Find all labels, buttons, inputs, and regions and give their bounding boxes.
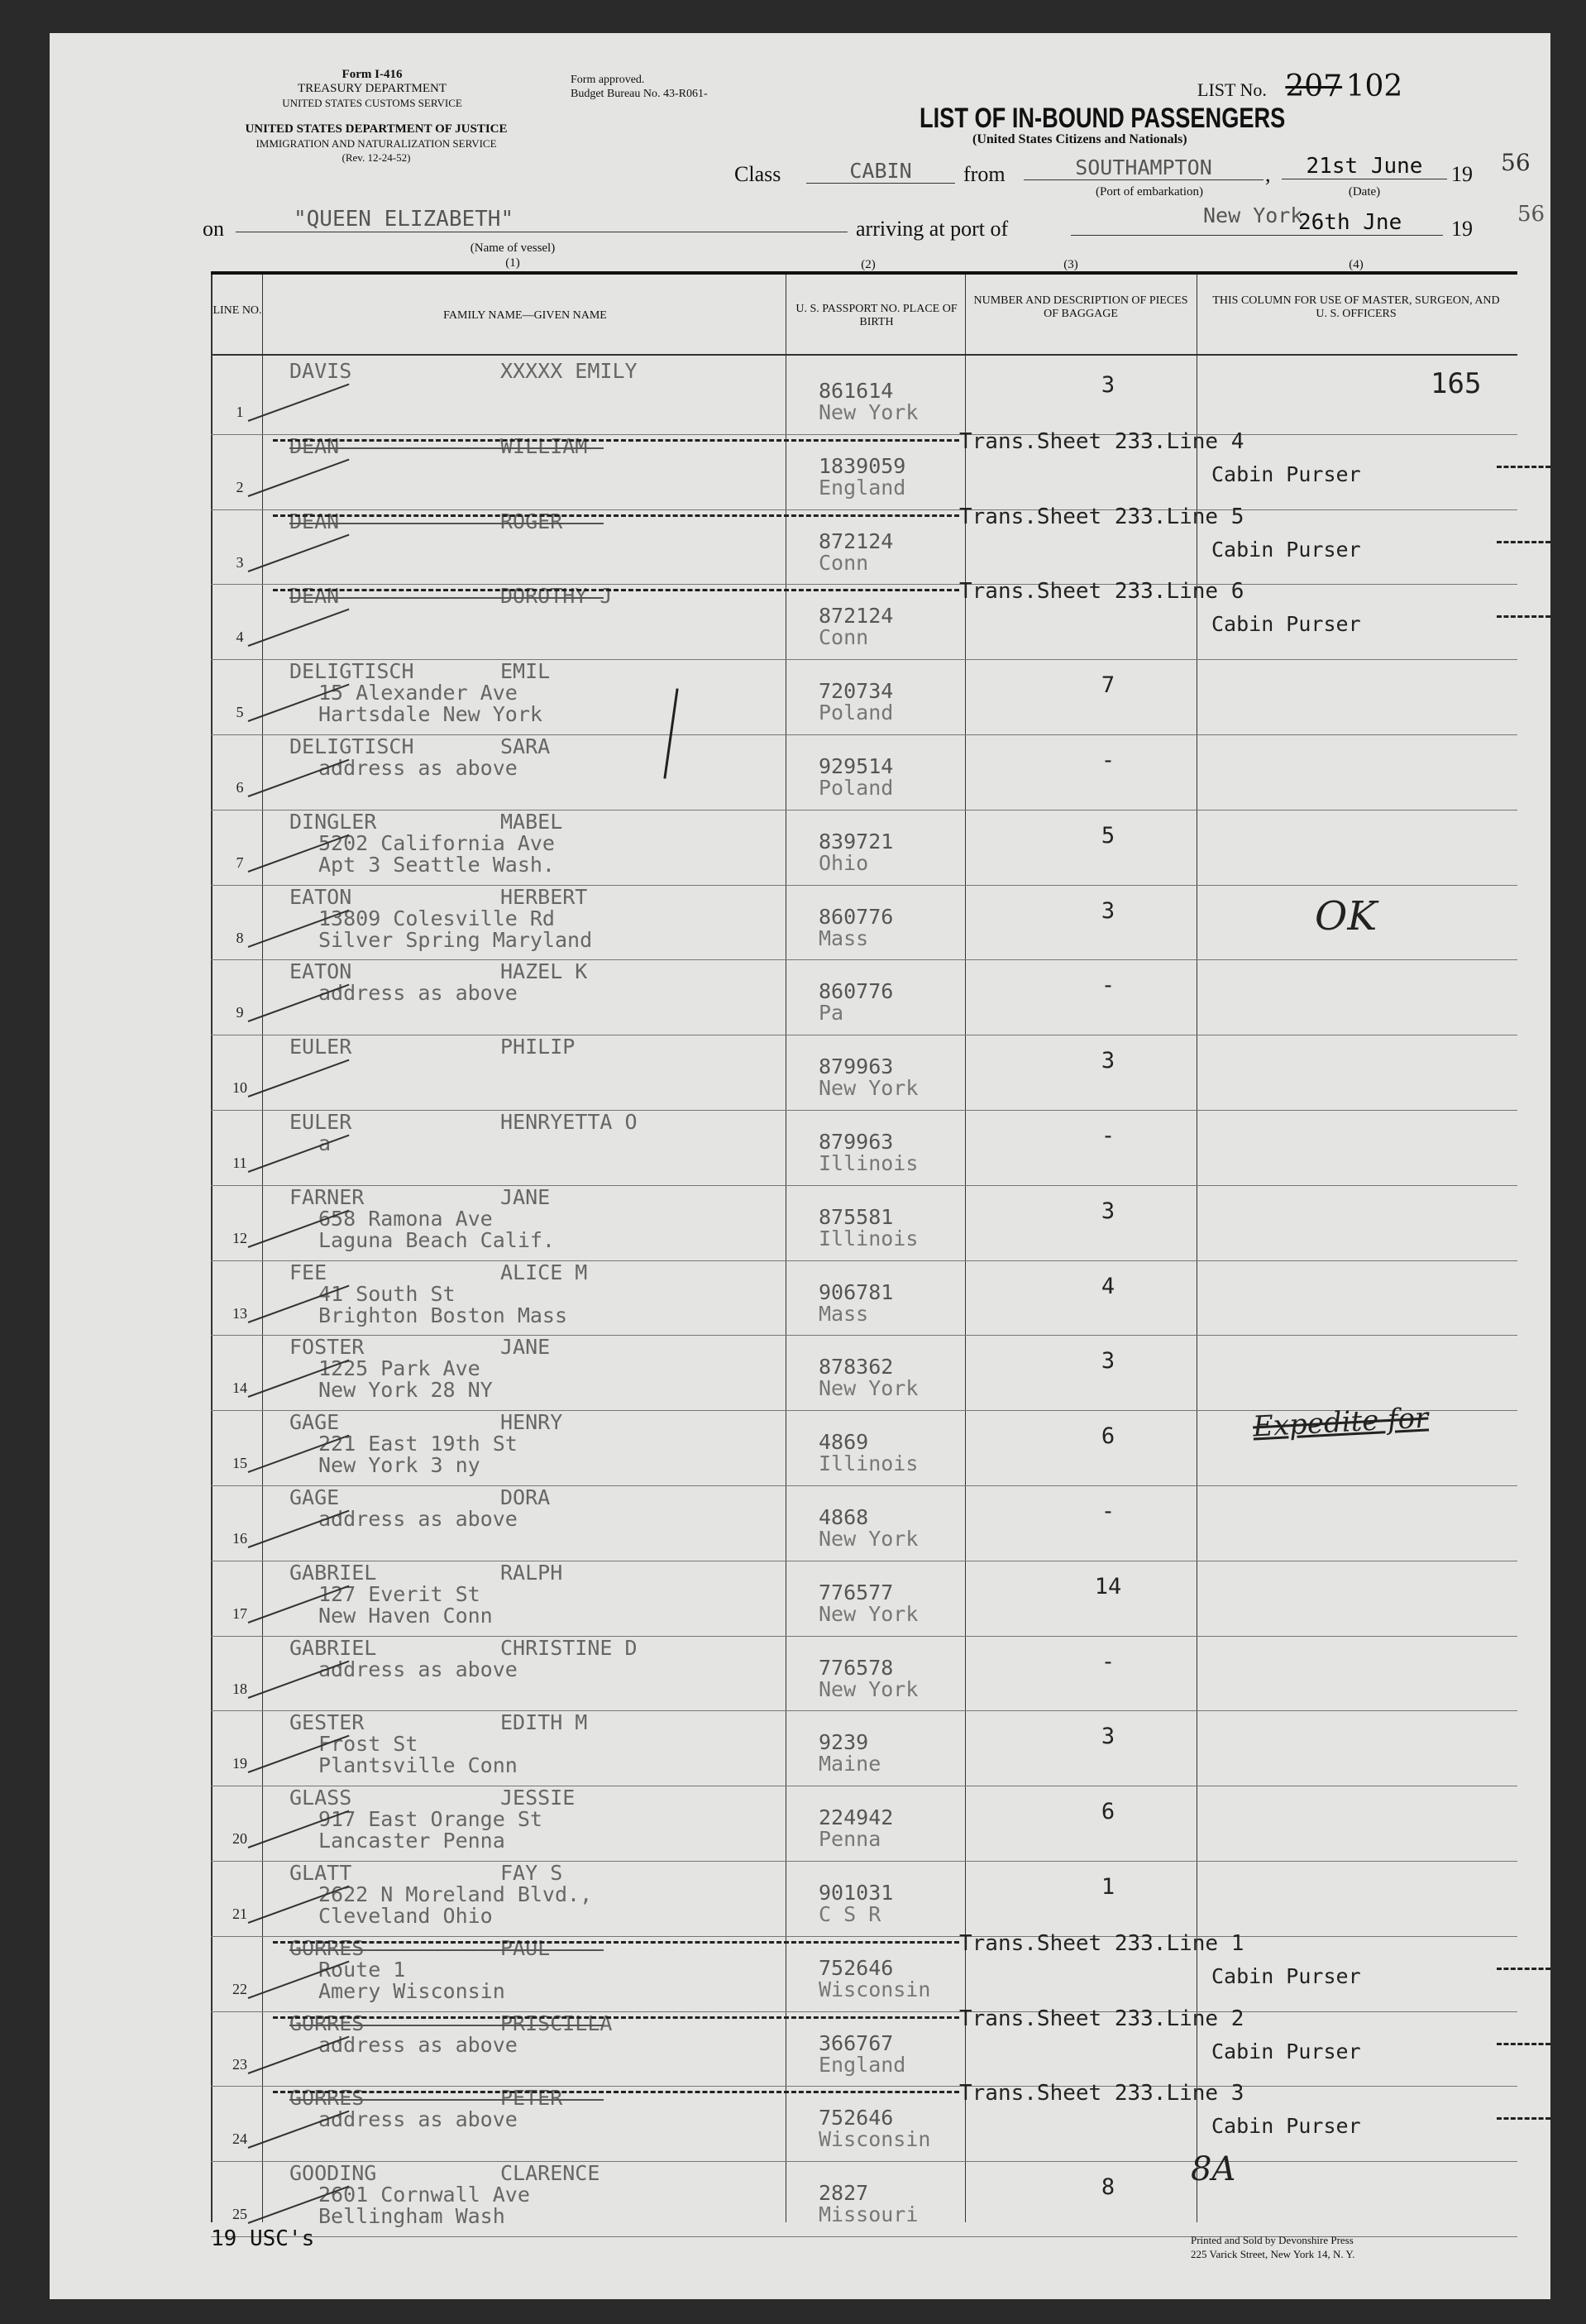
col-num-2: (2) <box>861 258 876 271</box>
name-strikethrough <box>289 2099 604 2101</box>
initials-mark: OK <box>1315 893 1378 940</box>
place-of-birth: Poland <box>819 776 894 800</box>
transfer-dash-line <box>1497 1968 1550 1970</box>
place-of-birth: Illinois <box>819 1151 919 1175</box>
vessel-col-num: (1) <box>505 256 520 270</box>
transfer-note: Trans.Sheet 233.Line 6 <box>959 579 1244 605</box>
expedite-note: Expedite for <box>1252 1401 1430 1444</box>
given-name: ALICE M <box>500 1260 588 1284</box>
place-of-birth: Maine <box>819 1752 881 1776</box>
place-of-birth: England <box>819 2052 906 2077</box>
row-divider <box>211 885 1517 886</box>
row-divider <box>211 1185 1517 1186</box>
address-line-1: 917 East Orange St <box>318 1807 542 1832</box>
given-name: JANE <box>500 1335 551 1360</box>
address-line-2: Apt 3 Seattle Wash. <box>318 852 555 877</box>
line-number: 4 <box>236 629 244 646</box>
transfer-dash-line <box>1497 2117 1550 2120</box>
place-of-birth: New York <box>819 1527 919 1551</box>
baggage-count: 3 <box>1101 897 1115 924</box>
list-number <box>1197 69 1402 103</box>
class-label: Class <box>734 162 781 186</box>
passport-number: 4869 <box>819 1430 869 1455</box>
address-line-1: 13809 Colesville Rd <box>318 906 555 930</box>
row-divider <box>211 1710 1517 1711</box>
line-number: 16 <box>232 1530 247 1547</box>
place-of-birth: Poland <box>819 701 894 725</box>
given-name: WILLIAM <box>500 433 588 458</box>
line-number: 15 <box>232 1455 247 1472</box>
place-of-birth: Illinois <box>819 1451 919 1476</box>
passport-number: 929514 <box>819 754 894 778</box>
family-name: GLATT <box>289 1861 352 1885</box>
from-value: SOUTHAMPTON <box>1024 155 1264 180</box>
purser-label: Cabin Purser <box>1211 2039 1361 2063</box>
line-number: 18 <box>232 1680 247 1697</box>
address-line-2: Amery Wisconsin <box>318 1978 505 2003</box>
transfer-dash-line <box>273 439 959 442</box>
baggage-count: - <box>1101 1499 1115 1524</box>
address-line-2: Plantsville Conn <box>318 1753 518 1778</box>
justice-dept: UNITED STATES DEPARTMENT OF JUSTICE <box>245 122 508 136</box>
line-number: 25 <box>232 2206 247 2223</box>
family-name: FEE <box>289 1260 327 1284</box>
family-name: GABRIEL <box>289 1635 377 1660</box>
given-name: HENRYETTA O <box>500 1110 638 1134</box>
purser-label: Cabin Purser <box>1211 2114 1361 2139</box>
family-name: DEAN <box>289 433 340 458</box>
list-no-value: 102 <box>1345 69 1403 103</box>
passport-number: 9239 <box>819 1730 869 1755</box>
row-divider <box>211 2086 1517 2087</box>
baggage-count: 3 <box>1101 1198 1115 1224</box>
page-title: LIST OF IN-BOUND PASSENGERS <box>920 103 1286 134</box>
family-name: DEAN <box>289 584 340 609</box>
address-line-1: address as above <box>318 756 518 780</box>
purser-label: Cabin Purser <box>1211 461 1361 486</box>
row-divider <box>211 1861 1517 1862</box>
place-of-birth: New York <box>819 1076 919 1101</box>
family-name: DEAN <box>289 509 340 533</box>
address-line-1: 1225 Park Ave <box>318 1356 480 1381</box>
arrival-port: New York <box>1203 203 1303 227</box>
given-name: CHRISTINE D <box>500 1635 638 1660</box>
ins-service: IMMIGRATION AND NATURALIZATION SERVICE <box>256 137 497 150</box>
transfer-note: Trans.Sheet 233.Line 1 <box>959 1930 1244 1956</box>
row-divider <box>211 1335 1517 1336</box>
list-no-struck: 207 <box>1285 69 1343 103</box>
line-number: 24 <box>232 2130 247 2148</box>
officer-note: 165 <box>1431 367 1482 400</box>
transfer-note: Trans.Sheet 233.Line 4 <box>959 428 1244 454</box>
given-name: PRISCILLA <box>500 2011 613 2035</box>
form-number: Form I-416 <box>342 68 403 81</box>
given-name: HENRY <box>500 1410 563 1435</box>
row-divider <box>211 1936 1517 1937</box>
passport-number: 752646 <box>819 1955 894 1980</box>
budget-bureau: Budget Bureau No. 43-R061- <box>571 88 708 100</box>
address-line-1: address as above <box>318 2032 518 2057</box>
row-divider <box>211 509 1517 510</box>
line-number: 3 <box>236 553 244 571</box>
given-name: JESSIE <box>500 1786 576 1810</box>
baggage-count: 8 <box>1101 2174 1115 2201</box>
row-divider <box>211 434 1517 435</box>
family-name: EATON <box>289 884 352 909</box>
passport-number: 2827 <box>819 2181 869 2206</box>
passport-number: 1839059 <box>819 453 906 478</box>
date-caption: (Date) <box>1348 185 1381 198</box>
form-header-justice <box>198 122 554 165</box>
footer-left: 19 USC's <box>211 2226 315 2251</box>
arrival-date: 26th Jne <box>1298 210 1402 235</box>
transfer-dash-line <box>1497 541 1550 543</box>
arriving-label: arriving at port of <box>856 217 1009 241</box>
family-name: FOSTER <box>289 1335 365 1360</box>
address-line-1: 127 Everit St <box>318 1581 480 1606</box>
date-value: 21st June <box>1282 154 1447 179</box>
col-header-name: FAMILY NAME—GIVEN NAME <box>443 309 607 322</box>
row-divider <box>211 1260 1517 1261</box>
comma: , <box>1265 162 1271 186</box>
address-line-2: Cleveland Ohio <box>318 1904 493 1928</box>
line-number: 22 <box>232 1980 247 1997</box>
given-name: SARA <box>500 734 551 758</box>
row-divider <box>211 1485 1517 1486</box>
passport-number: 4868 <box>819 1505 869 1529</box>
passport-number: 875581 <box>819 1204 894 1229</box>
given-name: ROGER <box>500 509 563 533</box>
line-number: 17 <box>232 1604 247 1622</box>
passport-number: 879963 <box>819 1054 894 1079</box>
address-line-1: address as above <box>318 1507 518 1531</box>
purser-label: Cabin Purser <box>1211 537 1361 562</box>
col-header-line: LINE NO. <box>213 304 262 317</box>
transfer-dash-line <box>1497 615 1550 618</box>
line-number: 20 <box>232 1830 247 1848</box>
passport-number: 839721 <box>819 829 894 854</box>
line-number: 2 <box>236 478 244 495</box>
baggage-count: 3 <box>1101 1348 1115 1375</box>
family-name: DELIGTISCH <box>289 659 414 684</box>
family-name: GOODING <box>289 2161 377 2186</box>
form-approval <box>571 73 786 101</box>
baggage-count: 3 <box>1101 1048 1115 1074</box>
name-strikethrough <box>289 597 604 599</box>
baggage-count: 4 <box>1101 1273 1115 1299</box>
customs-service: UNITED STATES CUSTOMS SERVICE <box>282 97 462 109</box>
list-no-label: LIST No. <box>1197 79 1267 100</box>
address-line-2: New Haven Conn <box>318 1603 493 1628</box>
row-divider <box>211 810 1517 811</box>
place-of-birth: C S R <box>819 1902 881 1926</box>
transfer-dash-line <box>273 2091 959 2093</box>
from-label: from <box>963 162 1006 186</box>
address-line-1: a <box>318 1131 332 1155</box>
given-name: EDITH M <box>500 1710 588 1735</box>
transfer-dash-line <box>273 514 959 517</box>
place-of-birth: Conn <box>819 550 869 575</box>
arrival-year-prefix: 19 <box>1451 217 1473 241</box>
given-name: JANE <box>500 1184 551 1209</box>
transfer-dash-line <box>273 589 959 591</box>
family-name: GABRIEL <box>289 1560 377 1585</box>
family-name: GORRES <box>289 1935 365 1960</box>
address-line-1: 658 Ramona Ave <box>318 1206 493 1231</box>
treasury-dept: TREASURY DEPARTMENT <box>297 82 447 95</box>
line-number: 11 <box>232 1155 247 1171</box>
col-header-baggage: NUMBER AND DESCRIPTION OF PIECES OF BAGGAGE <box>973 294 1188 320</box>
printer-credit <box>1191 2233 1522 2261</box>
given-name: RALPH <box>500 1560 563 1585</box>
transfer-dash-line <box>273 1941 959 1944</box>
address-line-1: 221 East 19th St <box>318 1432 518 1456</box>
printer-line-2: 225 Varick Street, New York 14, N. Y. <box>1191 2248 1355 2260</box>
address-line-1: 2601 Cornwall Ave <box>318 2183 530 2207</box>
place-of-birth: Pa <box>819 1001 844 1026</box>
place-of-birth: Penna <box>819 1827 881 1852</box>
line-number: 19 <box>232 1755 247 1772</box>
transfer-note: Trans.Sheet 233.Line 5 <box>959 504 1244 529</box>
row-divider <box>211 2161 1517 2162</box>
baggage-count: - <box>1101 1123 1115 1149</box>
given-name: HERBERT <box>500 884 588 909</box>
year-prefix: 19 <box>1451 162 1473 186</box>
row-divider <box>211 1110 1517 1111</box>
col-num-4: (4) <box>1349 258 1364 271</box>
purser-label: Cabin Purser <box>1211 612 1361 637</box>
passport-number: 878362 <box>819 1355 894 1380</box>
line-number: 10 <box>232 1079 247 1097</box>
row-divider <box>211 2011 1517 2012</box>
place-of-birth: Ohio <box>819 850 869 875</box>
family-name: EULER <box>289 1110 352 1134</box>
family-name: GESTER <box>289 1710 365 1735</box>
family-name: EULER <box>289 1035 352 1059</box>
family-name: DAVIS <box>289 359 352 383</box>
form-header-treasury <box>248 68 496 110</box>
line-number: 13 <box>232 1304 247 1322</box>
place-of-birth: New York <box>819 1601 919 1626</box>
line-number: 5 <box>236 704 244 721</box>
on-label: on <box>203 217 224 241</box>
transfer-dash-line <box>1497 2043 1550 2045</box>
check-note: 8A <box>1191 2150 1236 2188</box>
baggage-count: - <box>1101 748 1115 773</box>
place-of-birth: Mass <box>819 1301 869 1326</box>
transfer-dash-line <box>1497 466 1550 468</box>
row-divider <box>211 959 1517 960</box>
row-divider <box>211 584 1517 585</box>
given-name: DOROTHY J <box>500 584 613 609</box>
printer-line-1: Printed and Sold by Devonshire Press <box>1191 2234 1354 2246</box>
row-divider <box>211 1636 1517 1637</box>
passport-number: 776578 <box>819 1655 894 1680</box>
given-name: EMIL <box>500 659 551 684</box>
address-line-2: Brighton Boston Mass <box>318 1303 568 1327</box>
col-num-3: (3) <box>1063 258 1078 271</box>
line-number: 1 <box>236 404 244 420</box>
place-of-birth: New York <box>819 1376 919 1401</box>
vessel-caption: (Name of vessel) <box>470 241 556 255</box>
baggage-count: 3 <box>1101 1724 1115 1750</box>
address-line-2: Laguna Beach Calif. <box>318 1227 555 1252</box>
given-name: CLARENCE <box>500 2161 600 2186</box>
given-name: PHILIP <box>500 1035 576 1059</box>
address-line-1: address as above <box>318 1657 518 1681</box>
passport-number: 879963 <box>819 1130 894 1154</box>
transfer-note: Trans.Sheet 233.Line 3 <box>959 2081 1244 2106</box>
line-number: 12 <box>232 1229 247 1246</box>
line-number: 6 <box>236 779 244 796</box>
address-line-2: Lancaster Penna <box>318 1829 505 1853</box>
address-line-2: New York 28 NY <box>318 1378 493 1403</box>
port-caption: (Port of embarkation) <box>1096 185 1203 198</box>
passport-number: 224942 <box>819 1805 894 1830</box>
baggage-count: 14 <box>1094 1573 1122 1600</box>
rev-date: (Rev. 12-24-52) <box>342 151 411 164</box>
year-value: 56 <box>1501 149 1531 176</box>
line-number: 21 <box>232 1906 247 1922</box>
place-of-birth: Conn <box>819 625 869 650</box>
address-line-1: address as above <box>318 981 518 1006</box>
transfer-note: Trans.Sheet 233.Line 2 <box>959 2006 1244 2031</box>
place-of-birth: Illinois <box>819 1226 919 1250</box>
name-strikethrough <box>289 447 604 449</box>
family-name: GAGE <box>289 1485 340 1509</box>
address-line-1: 5202 California Ave <box>318 830 555 855</box>
place-of-birth: Mass <box>819 925 869 950</box>
arrival-year: 56 <box>1517 202 1545 227</box>
transfer-dash-line <box>273 2016 959 2019</box>
family-name: GLASS <box>289 1786 352 1810</box>
line-number: 8 <box>236 929 244 946</box>
given-name: HAZEL K <box>500 959 588 984</box>
address-line-1: 15 Alexander Ave <box>318 681 518 705</box>
passport-number: 752646 <box>819 2106 894 2130</box>
place-of-birth: Wisconsin <box>819 1977 931 2001</box>
line-number: 7 <box>236 854 244 871</box>
given-name: MABEL <box>500 809 563 834</box>
baggage-count: 6 <box>1101 1423 1115 1450</box>
col-header-officers: THIS COLUMN FOR USE OF MASTER, SURGEON, AND U. S. OFFICERS <box>1212 294 1500 320</box>
baggage-count: 1 <box>1101 1874 1115 1900</box>
passport-number: 720734 <box>819 679 894 704</box>
address-line-2: New York 3 ny <box>318 1453 480 1478</box>
passport-number: 860776 <box>819 904 894 929</box>
address-line-1: 41 South St <box>318 1281 456 1306</box>
family-name: GAGE <box>289 1410 340 1435</box>
place-of-birth: New York <box>819 400 919 424</box>
line-number: 9 <box>236 1004 244 1021</box>
passport-number: 860776 <box>819 979 894 1004</box>
place-of-birth: Wisconsin <box>819 2127 931 2152</box>
passport-number: 906781 <box>819 1279 894 1304</box>
name-strikethrough <box>289 523 604 524</box>
place-of-birth: Missouri <box>819 2202 919 2227</box>
vessel-value: "QUEEN ELIZABETH" <box>236 207 848 232</box>
passport-number: 776577 <box>819 1580 894 1604</box>
passport-number: 861614 <box>819 379 894 403</box>
address-line-2: Silver Spring Maryland <box>318 927 593 952</box>
address-line-2: Hartsdale New York <box>318 702 542 727</box>
passport-number: 901031 <box>819 1881 894 1905</box>
baggage-count: 6 <box>1101 1799 1115 1825</box>
col-header-passport: U. S. PASSPORT NO. PLACE OF BIRTH <box>795 303 958 328</box>
purser-label: Cabin Purser <box>1211 1963 1361 1988</box>
given-name: DORA <box>500 1485 551 1509</box>
family-name: DELIGTISCH <box>289 734 414 758</box>
line-number: 14 <box>232 1380 247 1397</box>
family-name: GORRES <box>289 2011 365 2035</box>
class-value: CABIN <box>806 159 955 184</box>
approved-text: Form approved. <box>571 74 645 86</box>
family-name: GORRES <box>289 2086 365 2111</box>
place-of-birth: England <box>819 475 906 500</box>
given-name: FAY S <box>500 1861 563 1885</box>
address-line-1: address as above <box>318 2107 518 2132</box>
passport-number: 366767 <box>819 2030 894 2055</box>
given-name: PAUL <box>500 1935 551 1960</box>
place-of-birth: New York <box>819 1676 919 1701</box>
family-name: EATON <box>289 959 352 984</box>
passport-number: 872124 <box>819 528 894 553</box>
name-strikethrough <box>289 1949 604 1951</box>
address-line-1: 2622 N Moreland Blvd., <box>318 1882 593 1906</box>
page-subtitle: (United States Citizens and Nationals) <box>972 132 1187 146</box>
address-line-1: Frost St <box>318 1732 418 1757</box>
baggage-count: 3 <box>1101 372 1115 398</box>
address-line-2: Bellingham Wash <box>318 2204 505 2229</box>
family-name: FARNER <box>289 1184 365 1209</box>
given-name: PETER <box>500 2086 563 2111</box>
baggage-count: - <box>1101 1648 1115 1675</box>
baggage-count: 5 <box>1101 822 1115 849</box>
passport-number: 872124 <box>819 604 894 629</box>
name-strikethrough <box>289 2025 604 2026</box>
family-name: DINGLER <box>289 809 377 834</box>
given-name: XXXXX EMILY <box>500 359 638 383</box>
baggage-count: - <box>1101 973 1115 999</box>
line-number: 23 <box>232 2055 247 2073</box>
baggage-count: 7 <box>1101 672 1115 699</box>
address-line-1: Route 1 <box>318 1957 406 1982</box>
